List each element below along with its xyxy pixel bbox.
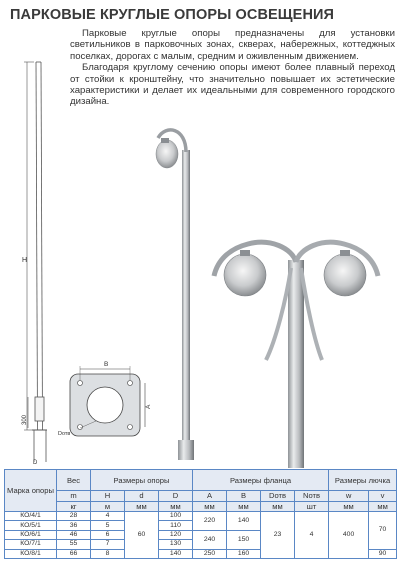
unit-v: мм bbox=[369, 501, 397, 512]
cell-B: 160 bbox=[227, 549, 261, 558]
specs-table-container bbox=[4, 469, 396, 559]
cell-H: 4 bbox=[91, 512, 125, 521]
cell-D: 130 bbox=[159, 540, 193, 549]
description-paragraph-2: Благодаря круглому сечению опоры имеют более плавный переход от стойки к кронштейну, что значительно повышает их эстетические характеристики и делает их идеальными для современного городского дизайна. bbox=[70, 62, 395, 108]
cell-D: 140 bbox=[159, 549, 193, 558]
double-arm-pole-illustration bbox=[214, 242, 378, 468]
cell-v: 90 bbox=[369, 549, 397, 558]
symbol-B: B bbox=[227, 491, 261, 502]
unit-A: мм bbox=[193, 501, 227, 512]
specs-table bbox=[4, 469, 397, 559]
cell-Dotv: 23 bbox=[261, 512, 295, 559]
cell-H: 5 bbox=[91, 521, 125, 530]
flange-drawing bbox=[70, 366, 145, 436]
label-foundation: 300 bbox=[22, 414, 28, 425]
symbol-w: w bbox=[329, 491, 369, 502]
pole-schematic bbox=[24, 62, 47, 462]
symbol-m: m bbox=[57, 491, 91, 502]
page-title: ПАРКОВЫЕ КРУГЛЫЕ ОПОРЫ ОСВЕЩЕНИЯ bbox=[10, 7, 335, 23]
cell-H: 8 bbox=[91, 549, 125, 558]
cell-H: 7 bbox=[91, 540, 125, 549]
cell-weight: 55 bbox=[57, 540, 91, 549]
cell-D: 120 bbox=[159, 530, 193, 539]
label-width-b: B bbox=[104, 361, 109, 368]
cell-A: 220 bbox=[193, 512, 227, 531]
cell-d: 60 bbox=[125, 512, 159, 559]
cell-weight: 28 bbox=[57, 512, 91, 521]
cell-w: 400 bbox=[329, 512, 369, 559]
cell-D: 100 bbox=[159, 512, 193, 521]
unit-D: мм bbox=[159, 501, 193, 512]
col-weight-header: Вес bbox=[57, 470, 91, 491]
cell-model: КО/4/1 bbox=[5, 512, 57, 521]
cell-model: КО/7/1 bbox=[5, 540, 57, 549]
single-arm-pole-illustration bbox=[156, 130, 194, 460]
cell-A: 250 bbox=[193, 549, 227, 558]
unit-w: мм bbox=[329, 501, 369, 512]
symbol-Notv: Nотв bbox=[295, 491, 329, 502]
unit-Notv: шт bbox=[295, 501, 329, 512]
symbol-v: v bbox=[369, 491, 397, 502]
col-niche-sizes-header: Размеры лючка bbox=[329, 470, 397, 491]
symbol-Dotv: Dотв bbox=[261, 491, 295, 502]
cell-v: 70 bbox=[369, 512, 397, 550]
label-width-a: A bbox=[145, 404, 152, 409]
cell-H: 6 bbox=[91, 530, 125, 539]
cell-A: 240 bbox=[193, 530, 227, 549]
unit-d: мм bbox=[125, 501, 159, 512]
cell-Notv: 4 bbox=[295, 512, 329, 559]
cell-weight: 46 bbox=[57, 530, 91, 539]
cell-B: 140 bbox=[227, 512, 261, 531]
cell-B: 150 bbox=[227, 530, 261, 549]
label-height: H bbox=[22, 257, 28, 264]
table-row bbox=[5, 512, 397, 521]
col-flange-sizes-header: Размеры фланца bbox=[193, 470, 329, 491]
cell-D: 110 bbox=[159, 521, 193, 530]
label-hole-diameter: Dотв bbox=[58, 431, 71, 437]
symbol-H: H bbox=[91, 491, 125, 502]
col-pole-sizes-header: Размеры опоры bbox=[91, 470, 193, 491]
cell-model: КО/5/1 bbox=[5, 521, 57, 530]
unit-B: мм bbox=[227, 501, 261, 512]
symbol-A: A bbox=[193, 491, 227, 502]
unit-Dotv: мм bbox=[261, 501, 295, 512]
symbol-d: d bbox=[125, 491, 159, 502]
unit-m: кг bbox=[57, 501, 91, 512]
cell-weight: 66 bbox=[57, 549, 91, 558]
cell-model: КО/8/1 bbox=[5, 549, 57, 558]
unit-H: м bbox=[91, 501, 125, 512]
description-paragraph-1: Парковые круглые опоры предназначены для установки светильников в парковочных зонах, скверах, набережных, коттеджных поселках, дорогах с малым, средним и оживленным движением. bbox=[70, 28, 395, 62]
cell-weight: 36 bbox=[57, 521, 91, 530]
symbol-D: D bbox=[159, 491, 193, 502]
col-model-header: Марка опоры bbox=[5, 470, 57, 512]
label-diameter: D bbox=[33, 460, 38, 466]
cell-model: КО/6/1 bbox=[5, 530, 57, 539]
